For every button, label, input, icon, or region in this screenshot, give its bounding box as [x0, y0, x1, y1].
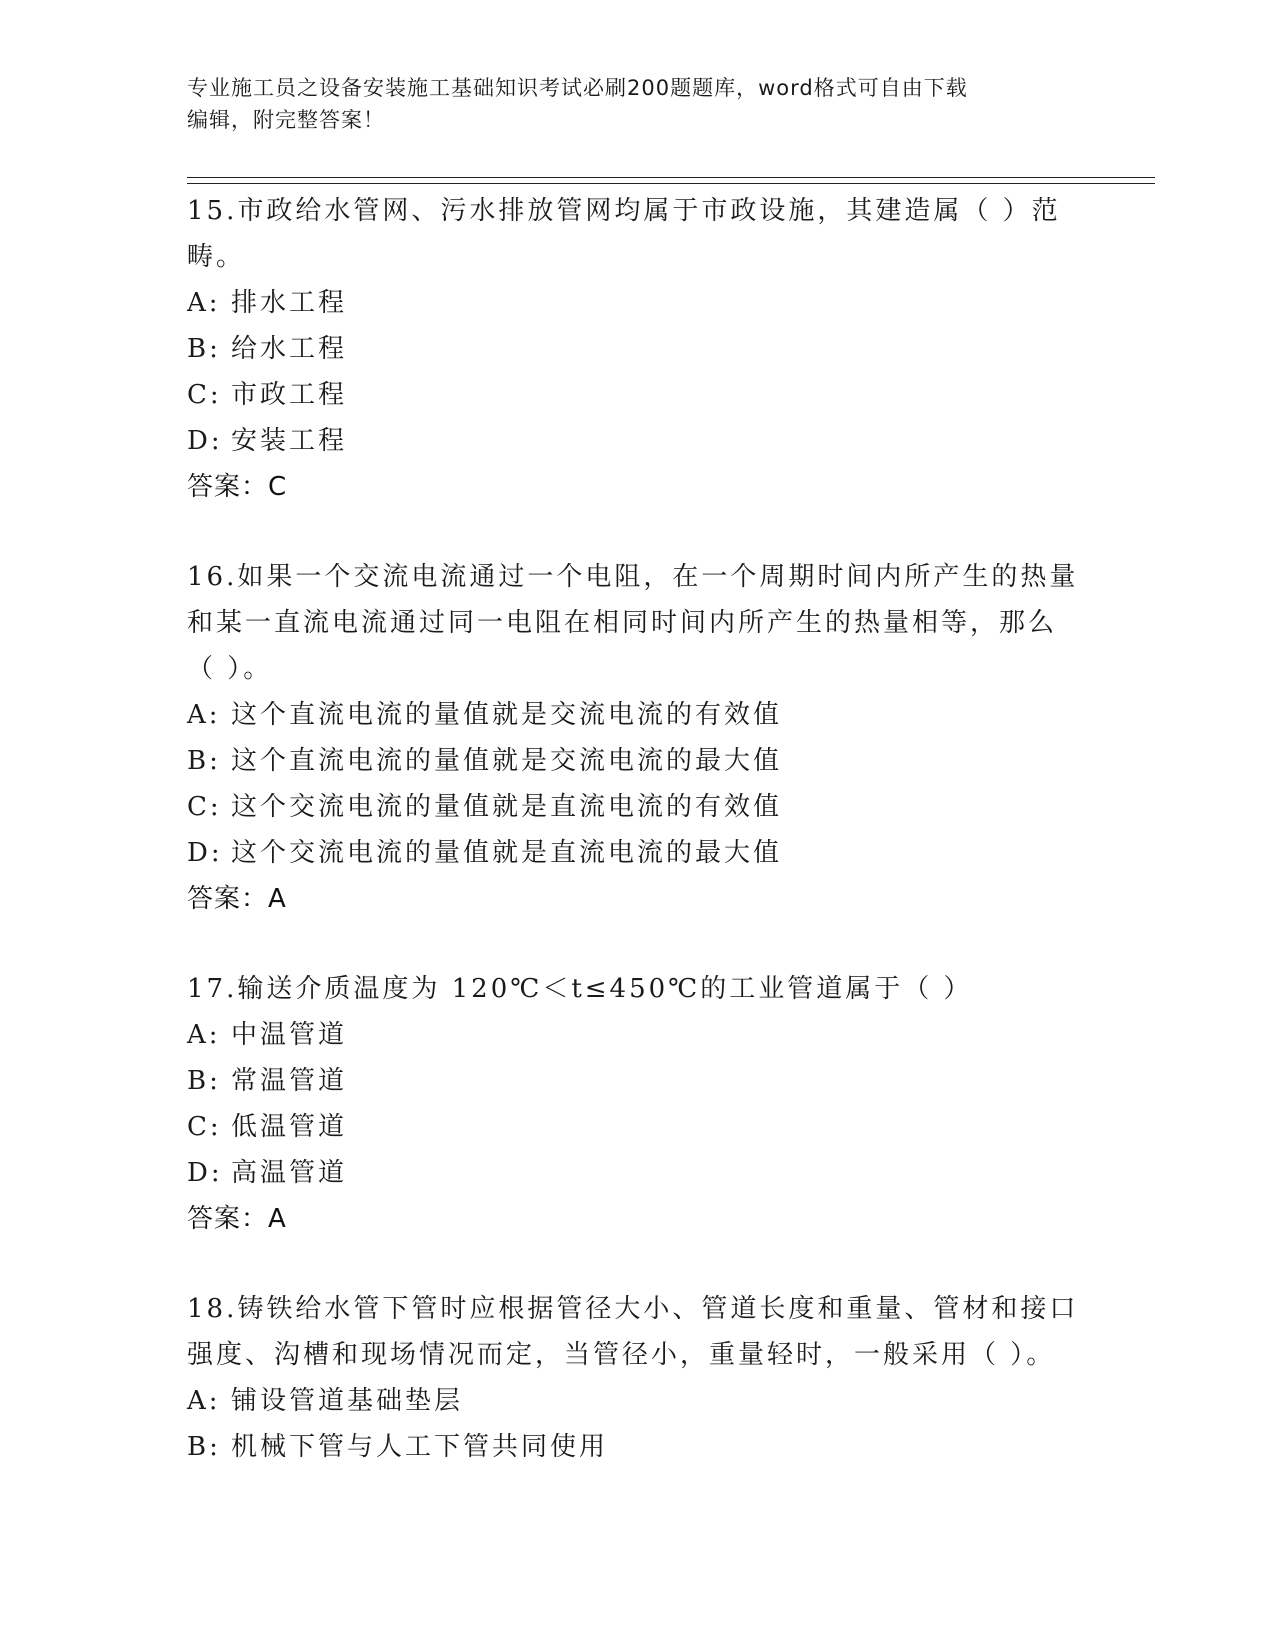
- option-text: 常温管道: [231, 1066, 348, 1096]
- question-spacer: [187, 944, 1087, 966]
- option-text: 中温管道: [231, 1020, 348, 1050]
- option-text: 这个直流电流的量值就是交流电流的最大值: [231, 746, 783, 776]
- option-letter: A:: [187, 1386, 221, 1416]
- question-stem-line: 15.市政给水管网、污水排放管网均属于市政设施，其建造属（ ）范: [187, 196, 1061, 226]
- option-a: [187, 1012, 1087, 1058]
- option-letter: A:: [187, 700, 221, 730]
- question-spacer: [187, 1264, 1087, 1286]
- option-letter: D:: [187, 426, 223, 456]
- header-line-2: 编辑，附完整答案！: [187, 108, 385, 132]
- option-c: [187, 372, 1087, 418]
- question-list: [187, 188, 1087, 1492]
- question-spacer: [187, 532, 1087, 554]
- option-letter: A:: [187, 1020, 221, 1050]
- option-text: 这个交流电流的量值就是直流电流的最大值: [231, 838, 783, 868]
- option-b: [187, 738, 1087, 784]
- question-stem-line: （ ）。: [187, 654, 273, 684]
- option-letter: C:: [187, 380, 222, 410]
- option-letter: B:: [187, 334, 221, 364]
- question-18: [187, 1286, 1087, 1470]
- option-b: [187, 1058, 1087, 1104]
- question-15: [187, 188, 1087, 510]
- option-text: 机械下管与人工下管共同使用: [231, 1432, 609, 1462]
- option-text: 这个直流电流的量值就是交流电流的有效值: [231, 700, 783, 730]
- option-letter: A:: [187, 288, 221, 318]
- option-letter: B:: [187, 746, 221, 776]
- option-a: [187, 692, 1087, 738]
- answer-line: 答案：A: [187, 1204, 287, 1234]
- question-stem-line: 18.铸铁给水管下管时应根据管径大小、管道长度和重量、管材和接口: [187, 1294, 1079, 1324]
- option-a: [187, 1378, 1087, 1424]
- question-stem-line: 和某一直流电流通过同一电阻在相同时间内所产生的热量相等，那么: [187, 608, 1058, 638]
- option-text: 市政工程: [231, 380, 348, 410]
- answer-line: 答案：C: [187, 472, 288, 502]
- answer-line: 答案：A: [187, 884, 287, 914]
- question-stem-line: 畴。: [187, 242, 246, 272]
- option-text: 高温管道: [231, 1158, 348, 1188]
- option-letter: D:: [187, 1158, 223, 1188]
- question-stem-line: 强度、沟槽和现场情况而定，当管径小，重量轻时，一般采用（ ）。: [187, 1340, 1056, 1370]
- option-b: [187, 1424, 1087, 1470]
- option-a: [187, 280, 1087, 326]
- document-header: [187, 72, 1067, 136]
- option-text: 铺设管道基础垫层: [231, 1386, 464, 1416]
- option-d: [187, 830, 1087, 876]
- option-d: [187, 1150, 1087, 1196]
- option-c: [187, 784, 1087, 830]
- option-letter: C:: [187, 792, 222, 822]
- option-text: 给水工程: [231, 334, 348, 364]
- question-17: [187, 966, 1087, 1242]
- option-letter: B:: [187, 1066, 221, 1096]
- header-line-1: 专业施工员之设备安装施工基础知识考试必刷200题题库，word格式可自由下载: [187, 76, 968, 100]
- option-text: 排水工程: [231, 288, 348, 318]
- option-d: [187, 418, 1087, 464]
- header-divider-top: [187, 177, 1155, 178]
- option-letter: B:: [187, 1432, 221, 1462]
- option-b: [187, 326, 1087, 372]
- header-divider-bottom: [187, 183, 1155, 184]
- option-letter: C:: [187, 1112, 222, 1142]
- option-text: 这个交流电流的量值就是直流电流的有效值: [231, 792, 783, 822]
- option-text: 低温管道: [231, 1112, 348, 1142]
- option-c: [187, 1104, 1087, 1150]
- question-stem-line: 16.如果一个交流电流通过一个电阻，在一个周期时间内所产生的热量: [187, 562, 1079, 592]
- option-letter: D:: [187, 838, 223, 868]
- option-text: 安装工程: [231, 426, 348, 456]
- question-stem-line: 17.输送介质温度为 120℃＜t≤450℃的工业管道属于（ ）: [187, 974, 973, 1004]
- question-16: [187, 554, 1087, 922]
